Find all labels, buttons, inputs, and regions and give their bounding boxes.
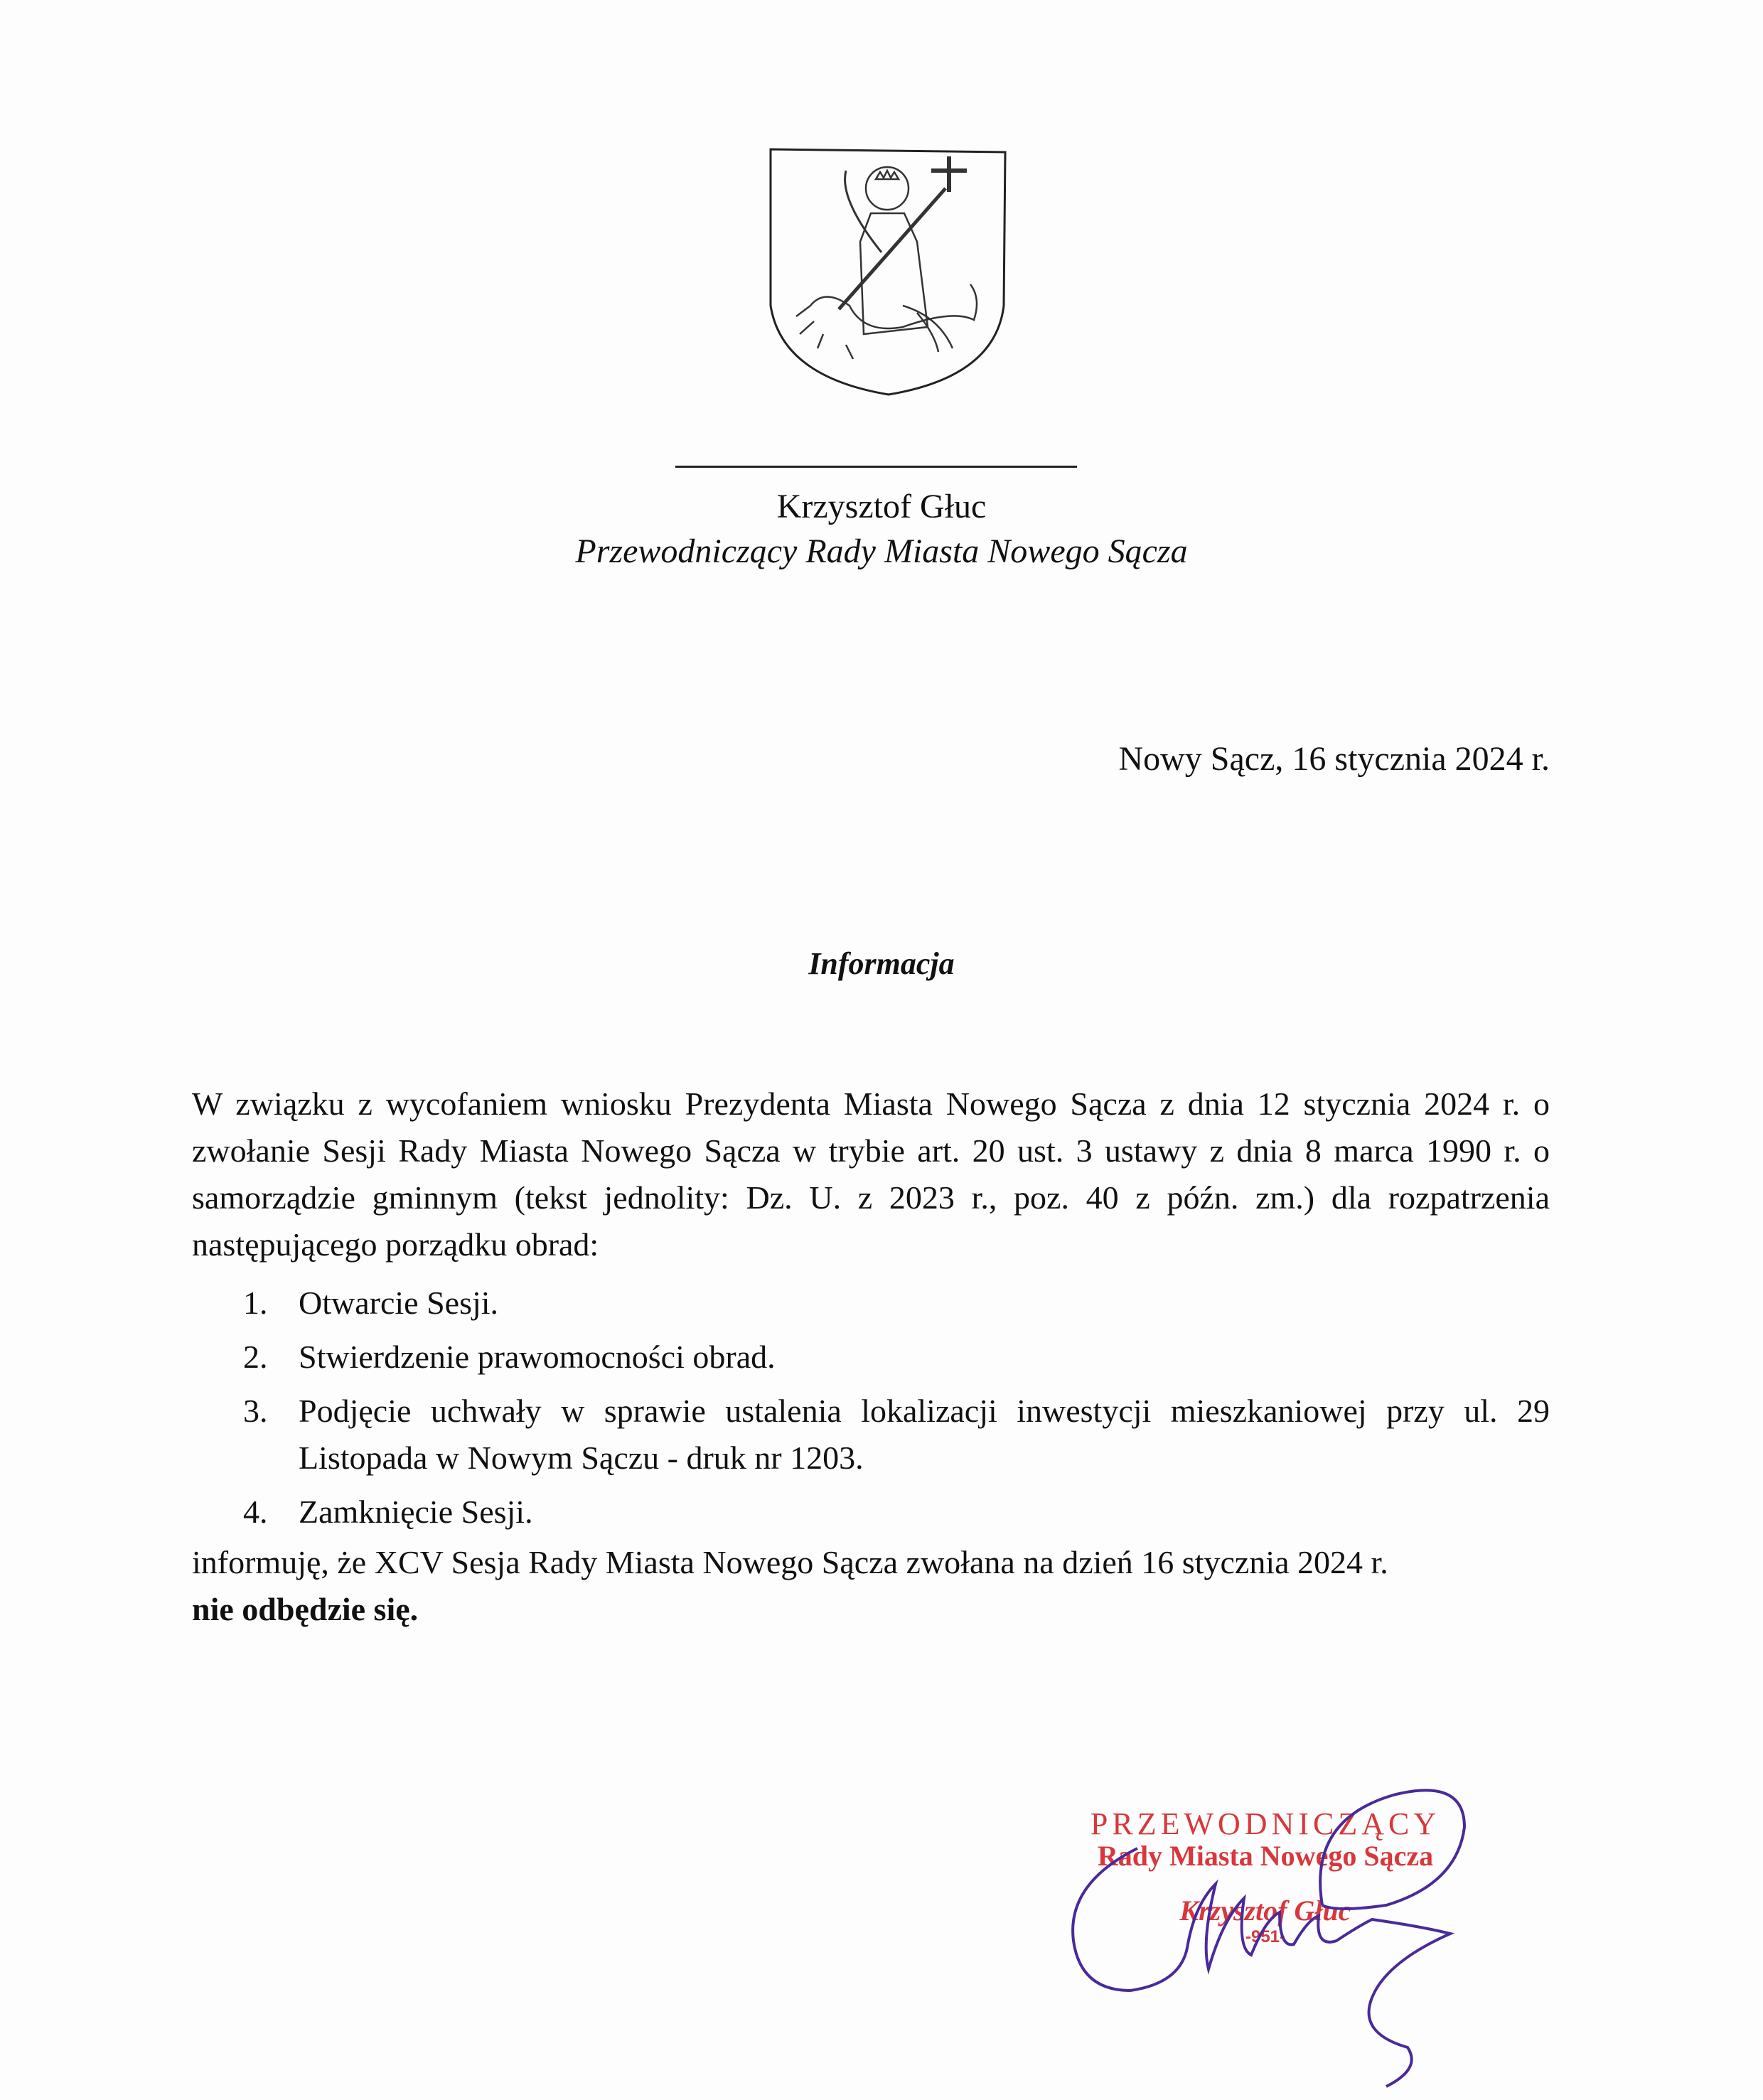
date-line: Nowy Sącz, 16 stycznia 2024 r. [1118,740,1550,778]
stamp-name: Krzysztof Głuc [1179,1895,1351,1927]
agenda-list [192,1280,1550,1543]
divider-rule [675,466,1077,468]
stamp-council: Rady Miasta Nowego Sącza [1097,1840,1434,1872]
document-title: Informacja [808,946,955,981]
closing-bold-text: nie odbędzie się. [192,1591,419,1627]
agenda-item [192,1489,1550,1536]
agenda-item-text: Stwierdzenie prawomocności obrad. [299,1339,776,1375]
agenda-item [192,1334,1550,1381]
stamp-title: PRZEWODNICZĄCY [1090,1806,1441,1841]
agenda-item-number: 1. [243,1285,268,1321]
stamp-number: -951- [1245,1927,1286,1946]
body-paragraph: W związku z wycofaniem wniosku Prezydenta Miasta Nowego Sącza z dnia 12 stycznia 2024 r. o zwołanie Sesji Rady Miasta Nowego Sącza w trybie art. 20 ust. 3 ustawy z dnia 8 marca 1990 r. o samorządzie gminnym (tekst jednolity: Dz. U. z 2023 r., poz. 40 z późn. zm.) dla rozpatrzenia następującego porządku obrad: [192,1086,1550,1263]
agenda-item [192,1388,1550,1482]
agenda-item-text: Zamknięcie Sesji. [299,1494,533,1530]
agenda-item-number: 4. [243,1494,268,1530]
agenda-item-text: Podjęcie uchwały w sprawie ustalenia lokalizacji inwestycji mieszkaniowej przy ul. 29 Listopada w Nowym Sączu - druk nr 1203. [299,1393,1550,1476]
agenda-item-text: Otwarcie Sesji. [299,1285,499,1321]
agenda-item-number: 2. [243,1339,268,1375]
sender-role: Przewodniczący Rady Miasta Nowego Sącza [575,532,1188,570]
coat-of-arms-icon [739,135,1024,405]
signature-icon [1052,1763,1507,2090]
sender-name: Krzysztof Głuc [776,488,987,525]
closing-text: informuję, że XCV Sesja Rady Miasta Nowego Sącza zwołana na dzień 16 stycznia 2024 r. [192,1544,1388,1580]
agenda-item [192,1280,1550,1327]
closing-paragraph [192,1539,1550,1633]
agenda-item-number: 3. [243,1393,268,1429]
